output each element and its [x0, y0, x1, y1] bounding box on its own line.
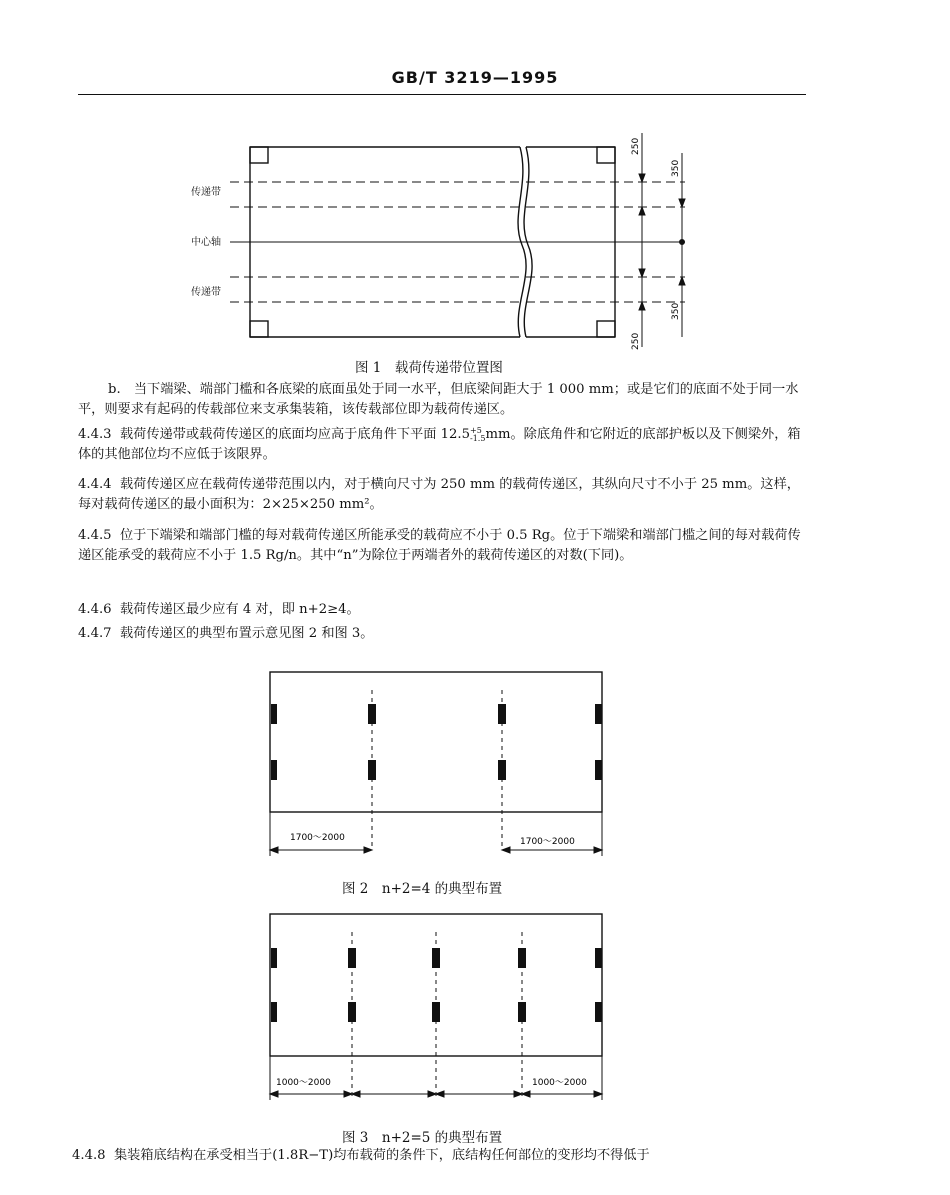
tolerance-upper: +5	[470, 425, 482, 435]
paragraph-b: b. 当下端梁、端部门槛和各底梁的底面虽处于同一水平，但底梁间距大于 1 000 mm；或是它们的底面不处于同一水平，则要求有起码的传载部位来支承集装箱，该传载部位即为载荷传递区。	[78, 382, 799, 417]
fig3-load-transfer-area	[432, 948, 440, 968]
paragraph-4-4-3	[78, 425, 808, 465]
fig3-load-transfer-area	[432, 1002, 440, 1022]
fig1-corner-fitting	[250, 147, 268, 163]
header-rule	[78, 94, 806, 95]
fig3-load-transfer-area	[271, 1002, 277, 1022]
clause-number: 4.4.5	[78, 528, 112, 543]
fig3-dim-right: 1000～2000	[532, 1078, 587, 1088]
clause-text: 载荷传递区的典型布置示意见图 2 和图 3。	[119, 626, 374, 641]
clause-number: 4.4.3	[78, 427, 112, 442]
fig2-load-transfer-area	[271, 704, 277, 724]
figure1-caption: 图 1 载荷传递带位置图	[355, 360, 503, 376]
figure1-diagram	[230, 125, 700, 355]
tolerance-lower: -1.5	[470, 433, 486, 443]
figure2-diagram	[262, 668, 612, 863]
fig2-load-transfer-area	[498, 760, 506, 780]
fig3-dim-left: 1000～2000	[276, 1078, 331, 1088]
clause-text: 集装箱底结构在承受相当于(1.8R−T)均布载荷的条件下，底结构任何部位的变形均不得低于	[113, 1148, 650, 1163]
clause-text: 位于下端梁和端部门槛的每对载荷传递区所能承受的载荷应不小于 0.5 Rg。位于下端梁和端部门槛之间的每对载荷传递区能承受的载荷应不小于 1.5 Rg/n。其中“n”为除位于两端者外的载荷传递区的对数(下同)。	[78, 528, 801, 563]
clause-number: 4.4.6	[78, 602, 112, 617]
figure3-diagram	[262, 910, 612, 1110]
fig1-dim-top-outer: 250	[631, 137, 641, 155]
fig3-load-transfer-area	[518, 1002, 526, 1022]
fig1-dim-top-inner: 350	[671, 159, 681, 177]
fig1-label-top-band: 传递带	[191, 187, 221, 198]
fig1-corner-fitting	[597, 147, 615, 163]
paragraph-4-4-6	[78, 600, 808, 620]
fig3-load-transfer-area	[518, 948, 526, 968]
clause-number: 4.4.8	[72, 1148, 106, 1163]
clause-text: 载荷传递带或载荷传递区的底面均应高于底角件下平面 12.5	[119, 427, 471, 442]
paragraph-4-4-5	[78, 526, 808, 566]
paragraph-4-4-8	[72, 1146, 802, 1166]
fig2-dim-left: 1700～2000	[290, 833, 345, 843]
figure2-caption: 图 2 n+2=4 的典型布置	[342, 881, 503, 897]
clause-number: 4.4.4	[78, 477, 112, 492]
fig1-corner-fitting	[250, 321, 268, 337]
fig2-container-outline	[270, 672, 602, 812]
fig3-load-transfer-area	[348, 1002, 356, 1022]
fig1-corner-fitting	[597, 321, 615, 337]
fig2-load-transfer-area	[498, 704, 506, 724]
fig3-load-transfer-area	[595, 1002, 602, 1022]
clause-text: 载荷传递区最少应有 4 对，即 n+2≥4。	[119, 602, 360, 617]
fig1-dim-bottom-inner: 350	[671, 302, 681, 320]
paragraph-4-4-4	[78, 475, 808, 515]
paragraph-4-4-7	[78, 624, 808, 644]
figure3-caption: 图 3 n+2=5 的典型布置	[342, 1130, 503, 1146]
fig2-load-transfer-area	[368, 760, 376, 780]
fig2-load-transfer-area	[595, 760, 602, 780]
standard-number: GB/T 3219—1995	[391, 68, 559, 87]
fig1-label-center-axis: 中心轴	[191, 237, 221, 248]
fig1-label-bottom-band: 传递带	[191, 287, 221, 298]
clause-number: 4.4.7	[78, 626, 112, 641]
fig3-load-transfer-area	[348, 948, 356, 968]
fig2-load-transfer-area	[595, 704, 602, 724]
fig3-load-transfer-area	[271, 948, 277, 968]
fig2-dim-right: 1700～2000	[520, 837, 575, 847]
fig1-dim-bottom-outer: 250	[631, 332, 641, 350]
fig3-load-transfer-area	[595, 948, 602, 968]
clause-text: mm。除底角件和它附近的底部护板以及下侧梁外，箱体的其他部位均不应低于该限界。	[78, 427, 801, 462]
fig2-load-transfer-area	[271, 760, 277, 780]
fig2-load-transfer-area	[368, 704, 376, 724]
clause-text: 载荷传递区应在载荷传递带范围以内，对于横向尺寸为 250 mm 的载荷传递区，其纵向尺寸不小于 25 mm。这样，每对载荷传递区的最小面积为：2×25×250 mm²。	[78, 477, 800, 512]
